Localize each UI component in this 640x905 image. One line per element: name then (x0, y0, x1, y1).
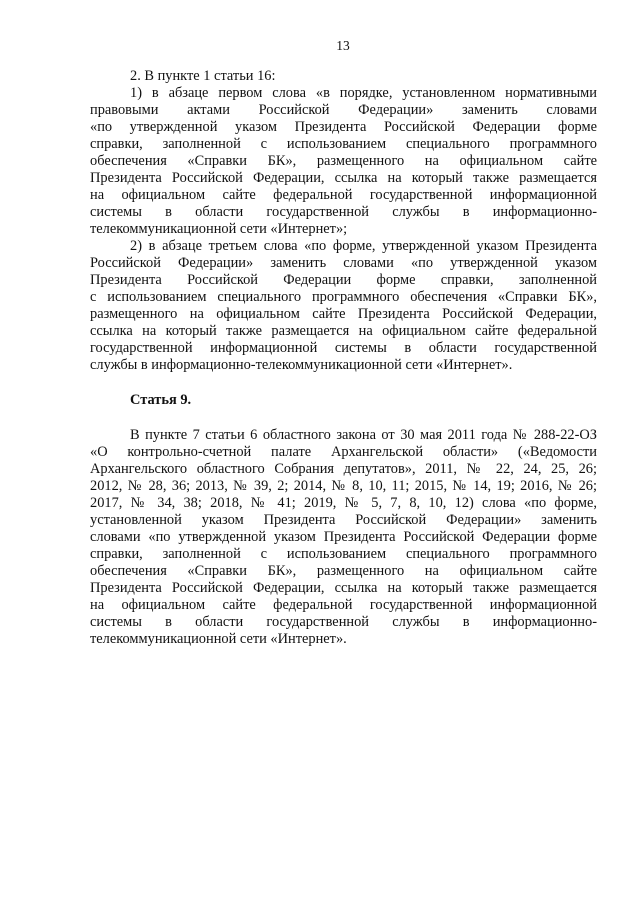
text-line: ссылка на который также размещается на официальном сайте федеральной (90, 323, 597, 339)
document-body (90, 68, 597, 648)
text-line: 2012, № 28, 36; 2013, № 39, 2; 2014, № 8, 10, 11; 2015, № 14, 19; 2016, № 26; (90, 478, 597, 494)
text-line: Президента Российской Федерации, ссылка на который также размещается (90, 580, 597, 596)
text-line: 2017, № 34, 38; 2018, № 41; 2019, № 5, 7, 8, 10, 12) слова «по форме, (90, 495, 597, 511)
text-line: правовыми актами Российской Федерации» заменить словами (90, 102, 597, 118)
article-9-heading: Статья 9. (130, 392, 192, 408)
text-line: «О контрольно-счетной палате Архангельской области» («Ведомости (90, 444, 597, 460)
page-number: 13 (336, 38, 350, 53)
text-line: Архангельского областного Собрания депутатов», 2011, № 22, 24, 25, 26; (90, 461, 597, 477)
text-line: «по утвержденной указом Президента Российской Федерации форме (90, 119, 597, 135)
text-line: 2) в абзаце третьем слова «по форме, утвержденной указом Президента (130, 238, 597, 254)
text-line: телекоммуникационной сети «Интернет». (90, 631, 347, 647)
text-line: на официальном сайте федеральной государственной информационной (90, 187, 597, 203)
text-line: обеспечения «Справки БК», размещенного на официальном сайте (90, 153, 597, 169)
text-line: 2. В пункте 1 статьи 16: (130, 68, 276, 84)
text-line: установленной указом Президента Российской Федерации» заменить (90, 512, 597, 528)
text-line: справки, заполненной с использованием специального программного (90, 546, 597, 562)
text-line: Президента Российской Федерации форме справки, заполненной (90, 272, 597, 288)
text-line: системы в области государственной службы в информационно- (90, 204, 597, 220)
text-line: службы в информационно-телекоммуникационной сети «Интернет». (90, 357, 513, 373)
text-line: размещенного на официальном сайте Президента Российской Федерации, (90, 306, 597, 322)
text-line: государственной информационной системы в области государственной (90, 340, 597, 356)
text-line: Российской Федерации» заменить словами «по утвержденной указом (90, 255, 597, 271)
text-line: словами «по утвержденной указом Президента Российской Федерации форме (90, 529, 597, 545)
text-line: Президента Российской Федерации, ссылка на который также размещается (90, 170, 597, 186)
item-2-intro (90, 68, 597, 85)
text-line: обеспечения «Справки БК», размещенного на официальном сайте (90, 563, 597, 579)
article-9-body (90, 427, 597, 648)
spacer (90, 409, 597, 427)
subitem-2 (90, 238, 597, 374)
text-line: системы в области государственной службы в информационно- (90, 614, 597, 630)
text-line: 1) в абзаце первом слова «в порядке, установленном нормативными (130, 85, 597, 101)
spacer (90, 374, 597, 392)
text-line: с использованием специального программного обеспечения «Справки БК», (90, 289, 597, 305)
text-line: на официальном сайте федеральной государственной информационной (90, 597, 597, 613)
subitem-1 (90, 85, 597, 238)
text-line: В пункте 7 статьи 6 областного закона от 30 мая 2011 года № 288-22-ОЗ (130, 427, 597, 443)
text-line: справки, заполненной с использованием специального программного (90, 136, 597, 152)
text-line: телекоммуникационной сети «Интернет»; (90, 221, 348, 237)
